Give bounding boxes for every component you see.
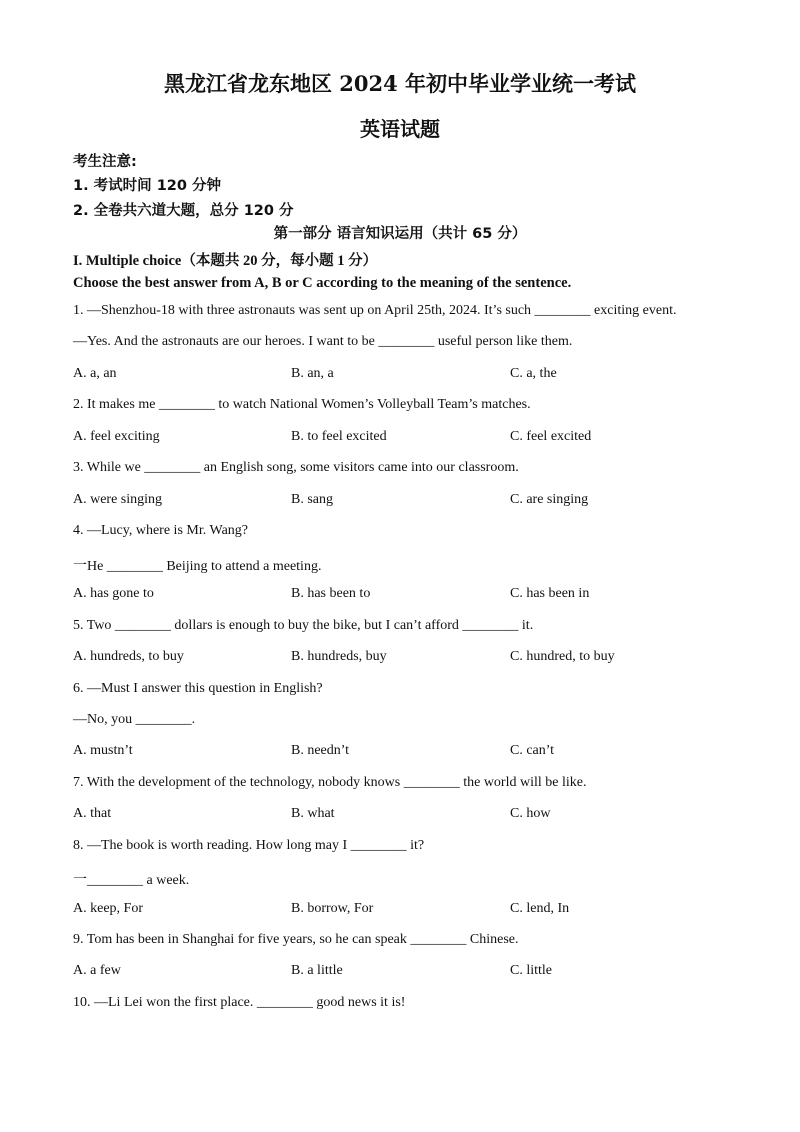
question-6-option-a: A. mustn’t [73, 743, 133, 758]
question-3-option-c: C. are singing [510, 492, 589, 507]
question-9-option-c: C. little [510, 963, 552, 978]
question-4-option-c: C. has been in [510, 586, 590, 601]
question-4-line-2: 一He ________ Beijing to attend a meeting. [73, 559, 322, 574]
section-instruction: Choose the best answer from A, B or C according to the meaning of the sentence. [73, 275, 572, 291]
question-6-line-2: —No, you ________. [73, 712, 196, 727]
question-2-line-1: 2. It makes me ________ to watch National Women’s Volleyball Team’s matches. [73, 397, 531, 412]
question-9-option-b: B. a little [291, 963, 343, 978]
question-2-option-c: C. feel excited [510, 429, 592, 444]
note-item-2: 2. 全卷共六道大题，总分 120 分 [73, 203, 294, 219]
question-9-option-a: A. a few [73, 963, 121, 978]
question-6-option-b: B. needn’t [291, 743, 350, 758]
part-heading: 第一部分 语言知识运用（共计 65 分） [273, 226, 527, 242]
question-4-option-b: B. has been to [291, 586, 371, 601]
question-1-option-a: A. a, an [73, 366, 117, 381]
question-8-option-c: C. lend, In [510, 901, 570, 916]
question-2-option-a: A. feel exciting [73, 429, 160, 444]
question-2-option-b: B. to feel excited [291, 429, 387, 444]
exam-title: 黑龙江省龙东地区 2024 年初中毕业学业统一考试 [163, 71, 637, 96]
question-8-line-1: 8. —The book is worth reading. How long may I ________ it? [73, 838, 425, 853]
question-7-line-1: 7. With the development of the technology, nobody knows ________ the world will be like. [73, 775, 587, 790]
question-6-line-1: 6. —Must I answer this question in English? [73, 681, 323, 696]
section-title: I. Multiple choice（本题共 20 分，每小题 1 分） [73, 253, 378, 269]
question-4-option-a: A. has gone to [73, 586, 154, 601]
notes-heading: 考生注意: [73, 154, 137, 170]
note-item-1: 1. 考试时间 120 分钟 [73, 178, 222, 194]
question-3-option-a: A. were singing [73, 492, 163, 507]
question-8-option-a: A. keep, For [73, 901, 143, 916]
question-4-line-1: 4. —Lucy, where is Mr. Wang? [73, 523, 248, 538]
question-1-option-b: B. an, a [291, 366, 334, 381]
question-3-line-1: 3. While we ________ an English song, some visitors came into our classroom. [73, 460, 519, 475]
question-10-line-1: 10. —Li Lei won the first place. ________ good news it is! [73, 995, 406, 1010]
question-5-line-1: 5. Two ________ dollars is enough to buy the bike, but I can’t afford ________ it. [73, 618, 534, 633]
question-7-option-c: C. how [510, 806, 551, 821]
question-1-option-c: C. a, the [510, 366, 557, 381]
question-7-option-b: B. what [291, 806, 335, 821]
question-5-option-b: B. hundreds, buy [291, 649, 387, 664]
question-8-line-2: 一________ a week. [73, 873, 190, 888]
exam-subtitle: 英语试题 [360, 117, 440, 141]
question-5-option-c: C. hundred, to buy [510, 649, 615, 664]
question-1-line-1: 1. —Shenzhou-18 with three astronauts was sent up on April 25th, 2024. It’s such ________ exciting event. [73, 303, 677, 318]
question-5-option-a: A. hundreds, to buy [73, 649, 184, 664]
question-9-line-1: 9. Tom has been in Shanghai for five years, so he can speak ________ Chinese. [73, 932, 519, 947]
question-6-option-c: C. can’t [510, 743, 555, 758]
question-1-line-2: —Yes. And the astronauts are our heroes. I want to be ________ useful person like them. [73, 334, 573, 349]
question-3-option-b: B. sang [291, 492, 333, 507]
question-7-option-a: A. that [73, 806, 112, 821]
question-8-option-b: B. borrow, For [291, 901, 374, 916]
